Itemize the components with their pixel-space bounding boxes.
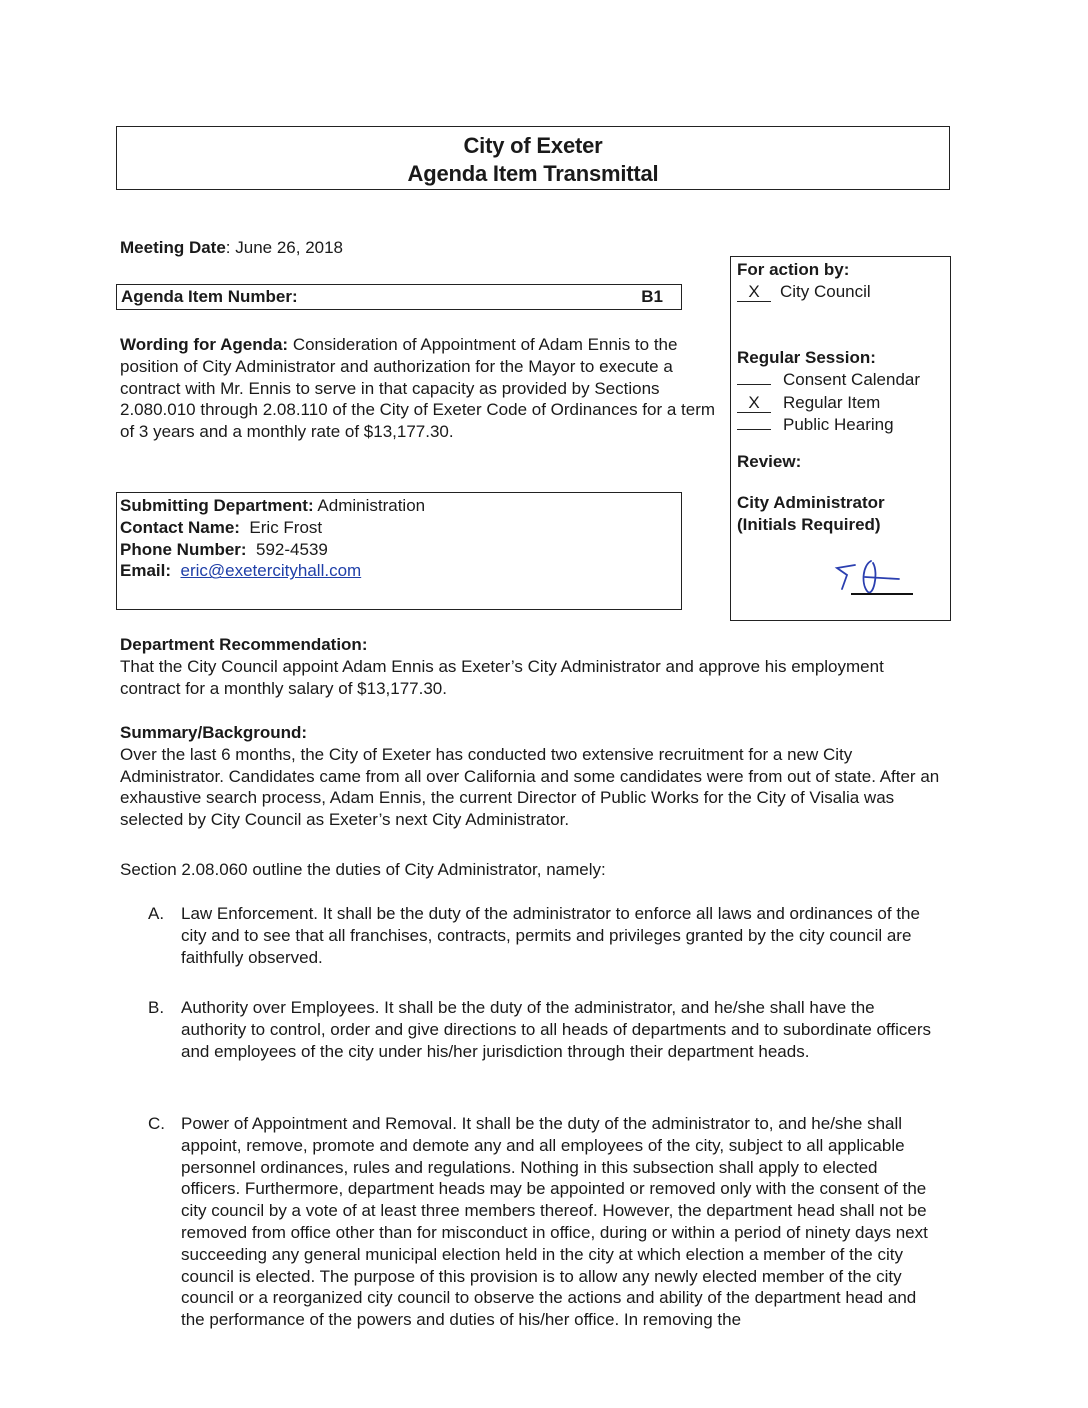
agenda-item-number-value: B1 [641,287,663,306]
agenda-item-number-label: Agenda Item Number: [121,287,298,306]
duty-item-c [148,1113,938,1331]
duties-intro: Section 2.08.060 outline the duties of City Administrator, namely: [120,860,606,879]
summary-background [120,722,940,831]
session-regular-item: X Regular Item [737,392,950,415]
document-header [116,126,950,190]
checkmark-public-hearing [737,429,771,430]
recommendation-text: That the City Council appoint Adam Ennis as Exeter’s City Administrator and approve his employment contract for a monthly salary of $13,177.30. [120,656,884,698]
duty-letter: A. [148,904,165,923]
session-consent-calendar: Consent Calendar [737,369,950,392]
agenda-wording-label: Wording for Agenda: [120,335,289,354]
duty-text: Power of Appointment and Removal. It shall be the duty of the administrator to, and he/she shall appoint, remove, promote and demote any and all employees of the city, subject to all applicable personnel ordinances, rules and regulations. Nothing in this subsection shall apply to elected officers. Furthermore, department heads may be appointed or removed only with the consent of the city council by a vote of at least three members thereof. However, the department head shall not be removed from office other than for misconduct in office, during or within a period of ninety days next succeeding any general municipal election held in the city at which election a member of the city council is elected. The purpose of this provision is to allow any newly elected member of the city council or a reorganized city council to observe the actions and ability of the department head and the performance of the powers and duties of his/her office. In removing the [181,1114,928,1330]
duty-text: Law Enforcement. It shall be the duty of the administrator to enforce all laws and ordinances of the city and to see that all franchises, contracts, permits and privileges granted by the city council are faithfully observed. [181,904,920,967]
meeting-date-value: June 26, 2018 [235,238,344,257]
agenda-item-number-box [116,284,682,310]
email-link[interactable]: eric@exetercityhall.com [180,561,362,581]
city-name: City of Exeter [463,133,603,158]
duty-text: Authority over Employees. It shall be the duty of the administrator, and he/she shall have the authority to control, order and give directions to all heads of departments and to subordinate officers and employees of the city under his/her jurisdiction through their department heads. [181,998,932,1061]
submitting-department-box [116,492,682,610]
agenda-wording-text: Consideration of Appointment of Adam Ennis to the position of City Administrator and authorization for the Mayor to execute a contract with Mr. Ennis to serve in that capacity as provided by Sections 2.080.010 through 2.08.110 of the City of Exeter Code of Ordinances for a term of 3 years and a monthly rate of $13,177.30. [120,335,716,442]
duty-item-a [148,903,938,968]
summary-heading: Summary/Background: [120,723,308,742]
signature-initials-icon [829,553,929,603]
phone-number-row: Phone Number: 592-4539 [120,539,328,559]
review-label: Review: [737,451,802,471]
duty-letter: C. [148,1114,165,1133]
for-action-label: For action by: [737,260,850,279]
submitting-department-row: Submitting Department: Administration [120,496,426,515]
agenda-wording [120,334,720,443]
session-public-hearing: Public Hearing [737,414,950,437]
phone-number-value: 592-4539 [256,539,328,559]
checkmark-city-council: X [737,283,771,302]
initials-required-label: (Initials Required) [737,515,881,535]
city-administrator-label: City Administrator [737,493,885,513]
for-action-city-council: X City Council [737,281,950,304]
document-title: Agenda Item Transmittal [407,161,659,186]
checkmark-regular-item: X [737,394,771,413]
meeting-date-label: Meeting Date [120,238,226,257]
contact-name-row: Contact Name: Eric Frost [120,517,323,537]
checkmark-consent-calendar [737,384,771,385]
submitting-department-value: Administration [317,496,426,515]
contact-name-value: Eric Frost [249,517,323,537]
meeting-date: Meeting Date: June 26, 2018 [120,238,344,257]
recommendation-heading: Department Recommendation: [120,635,368,654]
duty-letter: B. [148,998,165,1017]
email-row: Email: eric@exetercityhall.com [120,561,362,581]
action-box [730,256,951,621]
regular-session-label: Regular Session: [737,348,876,368]
duty-item-b [148,997,938,1062]
summary-text: Over the last 6 months, the City of Exeter has conducted two extensive recruitment for a new City Administrator. Candidates came from all over California and some candidates were from out of state. After an exhaustive search process, Adam Ennis, the current Director of Public Works for the City of Visalia was selected by City Council as Exeter’s next City Administrator. [120,744,940,830]
signature-line [851,593,913,595]
department-recommendation [120,634,920,699]
